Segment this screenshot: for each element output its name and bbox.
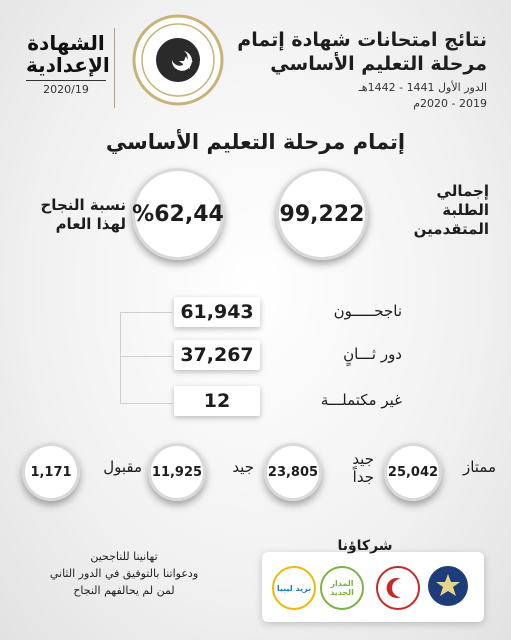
title-line-1: نتائج امتحانات شهادة إتمام xyxy=(237,29,487,51)
students-total-circle: 99,222 xyxy=(276,168,368,260)
stats-connector-vertical xyxy=(120,312,121,404)
pass-rate-label-1: نسبة النجاح xyxy=(40,196,126,214)
grade-very-good-label-2: جداً xyxy=(352,468,374,486)
almadar-logo-text: المدار الجديد xyxy=(330,579,354,597)
students-label-2: الطلبة xyxy=(442,201,489,219)
almadar-icon xyxy=(320,566,364,610)
grade-acceptable-circle: 1,171 xyxy=(22,443,80,501)
pass-rate-circle: %62,44 xyxy=(132,168,224,260)
libya-post-logo-text: بريد ليبيا xyxy=(276,583,312,593)
grade-excellent-label: ممتاز xyxy=(462,458,496,476)
passed-value: 61,943 xyxy=(174,297,260,327)
grade-very-good-label xyxy=(334,450,374,486)
footer-line-2: ودعواتنا بالتوفيق في الدور الثاني xyxy=(49,567,199,580)
second-round-label: دور ثـــانٍ xyxy=(343,345,402,363)
badge-year: 2020/19 xyxy=(26,80,106,96)
stats-connector-1 xyxy=(120,312,172,313)
grade-good-circle: 11,925 xyxy=(148,443,206,501)
congratulations-message xyxy=(24,548,224,599)
footer-line-3: لمن لم يحالفهم النجاح xyxy=(73,584,175,597)
grade-very-good-label-1: جيد xyxy=(352,450,374,468)
partners-title: شركاؤنا xyxy=(337,538,393,554)
footer-line-1: تهانينا للناجحين xyxy=(90,550,158,563)
grade-very-good-circle: 23,805 xyxy=(264,443,322,501)
police-emblem-icon xyxy=(428,566,468,606)
second-round-value: 37,267 xyxy=(174,340,260,370)
exam-badge xyxy=(26,31,110,100)
title-line-2: مرحلة التعليم الأساسي xyxy=(270,53,487,75)
red-crescent-icon xyxy=(376,566,420,610)
badge-title-2: الإعدادية xyxy=(26,53,110,77)
badge-title-1: الشهادة xyxy=(27,31,105,55)
section-title: إتمام مرحلة التعليم الأساسي xyxy=(105,130,406,154)
session-text: الدور الأول 1441 - 1442هـ xyxy=(358,81,487,94)
libya-post-icon xyxy=(272,566,316,610)
ministry-emblem-icon xyxy=(132,14,224,106)
session-info xyxy=(227,80,487,112)
grade-good-label: جيد xyxy=(232,458,254,476)
incomplete-label: غير مكتملـــة xyxy=(320,391,402,409)
grade-acceptable-label: مقبول xyxy=(103,458,142,476)
pass-rate-label xyxy=(22,196,126,234)
stats-connector-2 xyxy=(120,356,172,357)
page-title xyxy=(187,28,487,76)
students-label xyxy=(399,182,489,239)
passed-label: ناجحـــــون xyxy=(333,302,402,320)
pass-rate-label-2: لهذا العام xyxy=(55,215,126,233)
incomplete-value: 12 xyxy=(174,386,260,416)
students-label-1: إجمالي xyxy=(436,182,489,200)
year-range-text: 2019 - 2020م xyxy=(413,97,487,110)
grade-excellent-circle: 25,042 xyxy=(384,443,442,501)
stats-connector-3 xyxy=(120,403,172,404)
header-divider xyxy=(114,28,115,108)
students-label-3: المتقدمين xyxy=(413,220,489,238)
